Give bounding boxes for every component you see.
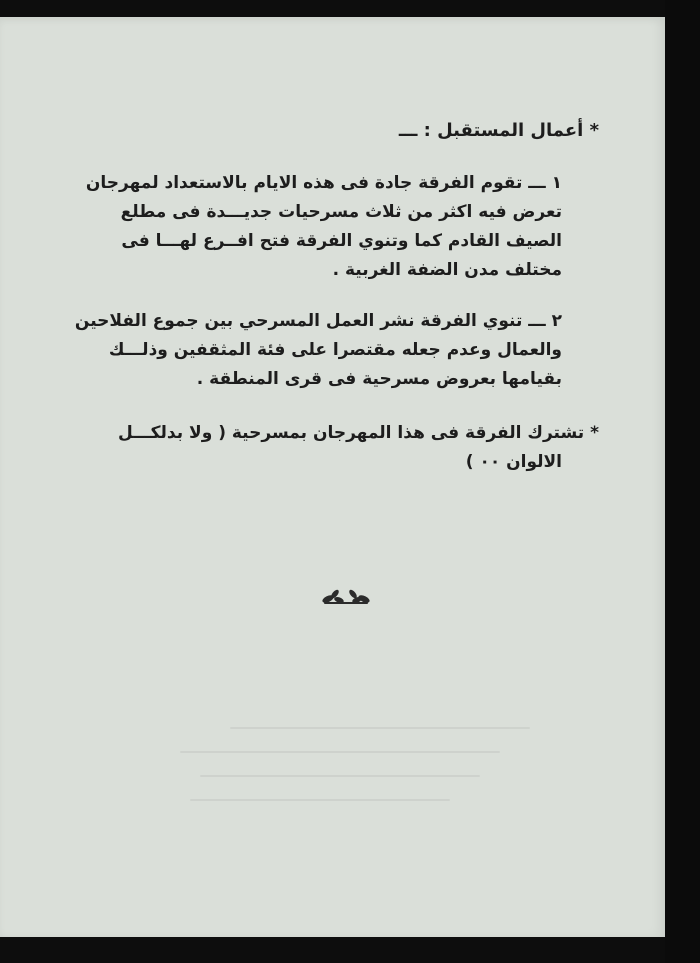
item2-line1: ٢ ـــ تنوي الفرقة نشر العمل المسرحي بين جموع الفلاحين (74, 311, 562, 331)
item1-line1: ١ ـــ تقوم الفرقة جادة فى هذه الايام بالاستعداد لمهرجان (85, 173, 562, 193)
document-page (0, 17, 666, 937)
item1-line4: مختلف مدن الضفة الغربية . (332, 260, 562, 280)
scan-border (665, 0, 700, 963)
item2-line3: بقيامها بعروض مسرحية فى قرى المنطقة . (196, 369, 562, 389)
bleed-through-marks (160, 717, 540, 827)
item1-line3: الصيف القادم كما وتنوي الفرقة فتح افــرع لهـــا فى (121, 231, 562, 251)
item2-line2: والعمال وعدم جعله مقتصرا على فئة المثقفين وذلـــك (108, 340, 562, 360)
section-heading: * أعمال المستقبل : ـــ (398, 120, 599, 141)
leaf-flourish-icon (320, 585, 372, 607)
note-line1: * تشترك الفرقة فى هذا المهرجان بمسرحية ( ولا بدلكـــل (118, 423, 599, 443)
item1-line2: تعرض فيه اكثر من ثلاث مسرحيات جديـــدة فى مطلع (120, 202, 562, 222)
note-line2: الالوان ٠٠ ) (465, 452, 562, 472)
